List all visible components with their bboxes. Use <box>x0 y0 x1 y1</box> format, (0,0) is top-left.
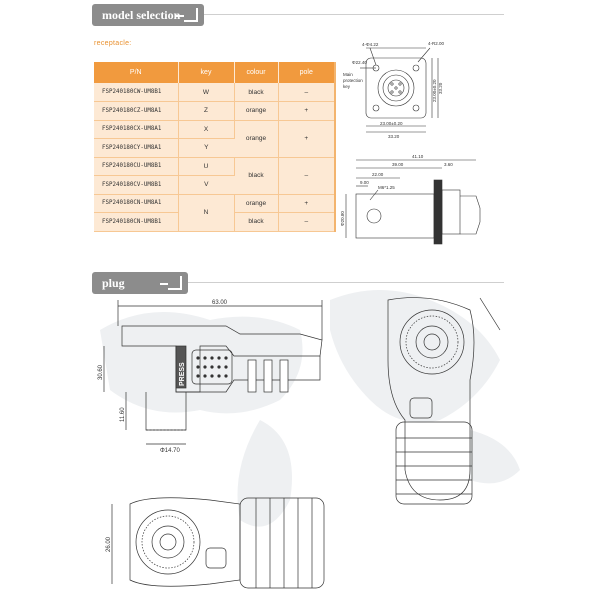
receptacle-side-view <box>346 160 480 244</box>
dim-main-key: key <box>343 84 351 89</box>
dim-corner: 4-R2.00 <box>428 41 445 46</box>
dim-length: 63.00 <box>212 300 228 306</box>
section-divider <box>188 282 504 283</box>
dim-pitch-v: 23.00±0.20 <box>432 79 437 102</box>
press-label: PRESS <box>179 362 186 386</box>
dim-len-total: 41.10 <box>412 154 424 159</box>
dim-hole: 4-Φ4.22 <box>362 42 379 47</box>
cell-colour: orange <box>234 120 278 157</box>
cell-pn: FSP240180CV-UM8B1 <box>94 176 178 195</box>
cell-key: X <box>178 120 234 139</box>
cell-pn: FSP240180CN-UM8B1 <box>94 213 178 232</box>
plug-title: plug <box>102 276 125 290</box>
cell-pole: – <box>278 157 334 194</box>
header-pole: pole <box>278 62 334 83</box>
cell-colour: orange <box>234 194 278 213</box>
receptacle-front-view <box>360 48 438 132</box>
dim-height: 30.60 <box>98 364 104 380</box>
header-colour: colour <box>234 62 278 83</box>
plug-top-view <box>112 498 324 588</box>
dim-w-v: 33.20 <box>438 82 443 94</box>
cell-key: W <box>178 83 234 102</box>
dim-thread: M6*1.25 <box>378 185 395 190</box>
header-key: key <box>178 62 234 83</box>
dim-len-d: 9.00 <box>360 180 369 185</box>
dim-main-key: Main <box>343 72 353 77</box>
cell-pole: + <box>278 102 334 121</box>
world-map-background <box>100 290 520 527</box>
corner-icon <box>168 276 182 290</box>
cell-key: N <box>178 194 234 231</box>
cell-key: Z <box>178 102 234 121</box>
plug-header <box>92 272 188 294</box>
dim-len-c: 22.00 <box>372 172 384 177</box>
header-pn: P/N <box>94 62 178 83</box>
dim-dia: Φ20.80 <box>340 211 345 226</box>
cell-colour: orange <box>234 102 278 121</box>
dim-main-key: protection <box>343 78 363 83</box>
dim-width: 26.00 <box>106 536 112 552</box>
cell-pn: FSP240180CU-UM8B1 <box>94 157 178 176</box>
cell-key: Y <box>178 139 234 158</box>
cell-pn: FSP240180CX-UM8A1 <box>94 120 178 139</box>
cell-key: U <box>178 157 234 176</box>
dim-stem-dia: Φ14.70 <box>160 448 180 454</box>
cell-pole: + <box>278 120 334 157</box>
dim-pitch-h: 23.00±0.20 <box>380 121 403 126</box>
cell-pole: + <box>278 194 334 213</box>
cell-colour: black <box>234 157 278 194</box>
dim-len-a: 39.00 <box>392 162 404 167</box>
dim-w-h: 33.20 <box>388 134 400 139</box>
cell-pn: FSP240180CY-UM8A1 <box>94 139 178 158</box>
cell-pole: – <box>278 83 334 102</box>
cell-colour: black <box>234 83 278 102</box>
cell-colour: black <box>234 213 278 232</box>
cell-pn: FSP240180CZ-UM8A1 <box>94 102 178 121</box>
cell-key: V <box>178 176 234 195</box>
receptacle-caption: receptacle: <box>94 40 132 47</box>
model-selection-title: model selection <box>102 8 181 22</box>
cell-pole: – <box>278 213 334 232</box>
cell-pn: FSP240180CN-UM8A1 <box>94 194 178 213</box>
cell-pn: FSP240180CW-UM8B1 <box>94 83 178 102</box>
dim-stem: 11.60 <box>120 407 126 422</box>
dim-len-b: 3.60 <box>444 162 453 167</box>
dim-d1: Φ22.40 <box>352 60 367 65</box>
